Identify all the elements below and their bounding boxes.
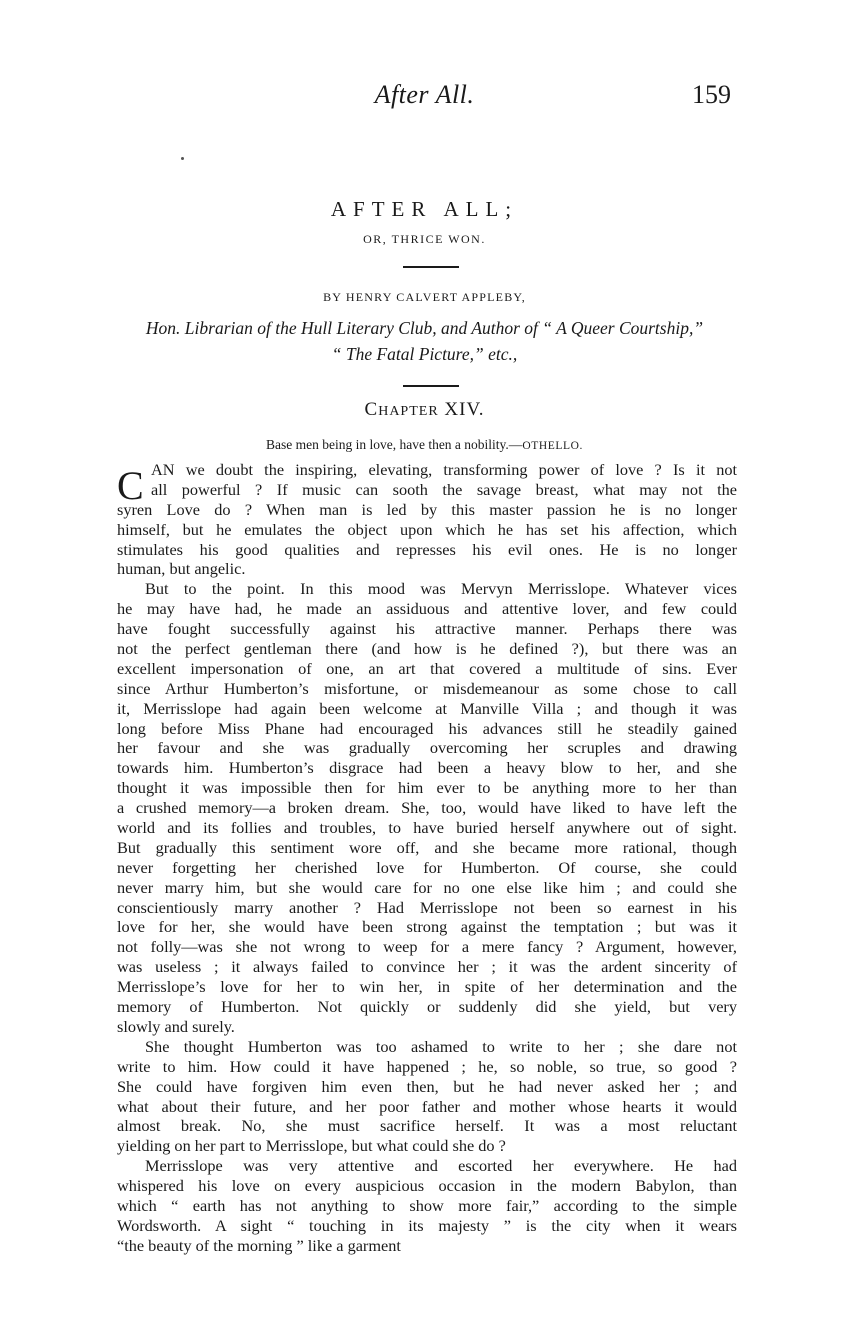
text-line: She thought Humberton was too ashamed to write to her ; she dare not — [145, 1036, 737, 1056]
text-line: her favour and she was gradually overcoming her scruples and drawing — [117, 738, 737, 758]
epigraph — [0, 437, 849, 453]
text-line: have fought successfully against his attractive manner. Perhaps there was — [117, 619, 737, 639]
chapter-numeral: XIV. — [444, 399, 485, 420]
text-line: “the beauty of the morning ” like a garment — [117, 1235, 401, 1255]
text-line: thought it was impossible then for him ever to be anything more to her than — [117, 778, 737, 798]
drop-cap: C — [117, 463, 144, 508]
running-title: After All. — [374, 80, 475, 109]
author-credit-line-2: “ The Fatal Picture,” etc., — [331, 344, 518, 364]
text-line: it, Merrisslope had again been welcome at Manville Villa ; and though it was — [117, 698, 737, 718]
text-line: what about their future, and her poor father and mother whose hearts it would — [117, 1096, 737, 1116]
text-line: human, but angelic. — [117, 559, 246, 579]
text-line: Merrisslope’s love for her to win her, in spite of her determination and the — [117, 977, 737, 997]
print-speck — [181, 157, 184, 160]
text-line: yielding on her part to Merrisslope, but what could she do ? — [117, 1136, 506, 1156]
author-credit-line-1: Hon. Librarian of the Hull Literary Club, and Author of “ A Queer Courtship,” — [145, 318, 704, 338]
text-line: not folly—was she not wrong to weep for a mere fancy ? Argument, however, — [117, 937, 737, 957]
text-line: since Arthur Humberton’s misfortune, or misdemeanour as some chose to call — [117, 678, 737, 698]
text-line: stimulates his good qualities and represses his evil ones. He is no longer — [117, 539, 737, 559]
running-head — [0, 80, 849, 116]
text-line: write to him. How could it have happened ; he, so noble, so true, so good ? — [117, 1056, 737, 1076]
text-line: love for her, she would have been strong against the temptation ; but was it — [117, 917, 737, 937]
text-line: But to the point. In this mood was Mervyn Merrisslope. Whatever vices — [145, 579, 737, 599]
text-line: Wordsworth. A sight “ touching in its majesty ” is the city when it wears — [117, 1215, 737, 1235]
text-line: syren Love do ? When man is led by this master passion he is no longer — [117, 499, 737, 519]
text-line: memory of Humberton. Not quickly or suddenly did she yield, but very — [117, 997, 737, 1017]
text-line: AN we doubt the inspiring, elevating, transforming power of love ? Is it not — [151, 460, 737, 479]
text-line: a crushed memory—a broken dream. She, too, would have liked to have left the — [117, 798, 737, 818]
text-line: not the perfect gentleman there (and how is he defined ?), but there was an — [117, 639, 737, 659]
text-line: conscientiously marry another ? Had Merrisslope not been so earnest in his — [117, 897, 737, 917]
title-divider — [403, 266, 459, 268]
text-line: long before Miss Phane had encouraged his advances still he steadily gained — [117, 718, 737, 738]
text-line: all powerful ? If music can sooth the savage breast, what may not the — [151, 479, 737, 499]
text-line: But gradually this sentiment wore off, and she became more rational, though — [117, 837, 737, 857]
text-line: Merrisslope was very attentive and escorted her everywhere. He had — [145, 1156, 737, 1176]
text-line: never marry him, but she would care for no one else like him ; and could she — [117, 877, 737, 897]
chapter-heading — [0, 399, 849, 421]
story-subtitle: OR, THRICE WON. — [363, 232, 486, 246]
epigraph-text: Base men being in love, have then a nobility.— — [265, 437, 523, 452]
chapter-divider — [403, 385, 459, 387]
text-line: never forgetting her cherished love for Humberton. Of course, she could — [117, 857, 737, 877]
text-line: slowly and surely. — [117, 1016, 235, 1036]
text-line: towards him. Humberton’s disgrace had been a heavy blow to her, and she — [117, 758, 737, 778]
text-line: was useless ; it always failed to convince her ; it was the ardent sincerity of — [117, 957, 737, 977]
story-title: AFTER ALL; — [330, 197, 519, 221]
chapter-prefix: C — [364, 399, 379, 420]
text-line: She could have forgiven him even then, but he had never asked her ; and — [117, 1076, 737, 1096]
byline: BY HENRY CALVERT APPLEBY, — [323, 290, 526, 304]
text-line: himself, but he emulates the object upon which he has set his affection, which — [117, 519, 737, 539]
body-text — [117, 460, 737, 1256]
chapter-word: HAPTER — [378, 404, 439, 419]
text-line: he may have had, he made an assiduous and attentive lover, and few could — [117, 599, 737, 619]
text-line: which “ earth has not anything to show more fair,” according to the simple — [117, 1195, 737, 1215]
text-line: world and its follies and troubles, to have buried herself anywhere out of sight. — [117, 818, 737, 838]
page-number: 159 — [692, 80, 731, 109]
text-line: whispered his love on every auspicious occasion in the modern Babylon, than — [117, 1176, 737, 1196]
text-line: excellent impersonation of one, an art that covered a multitude of sins. Ever — [117, 658, 737, 678]
text-line: almost break. No, she must sacrifice herself. It was a most reluctant — [117, 1116, 737, 1136]
epigraph-attribution: OTHELLO. — [522, 440, 584, 452]
